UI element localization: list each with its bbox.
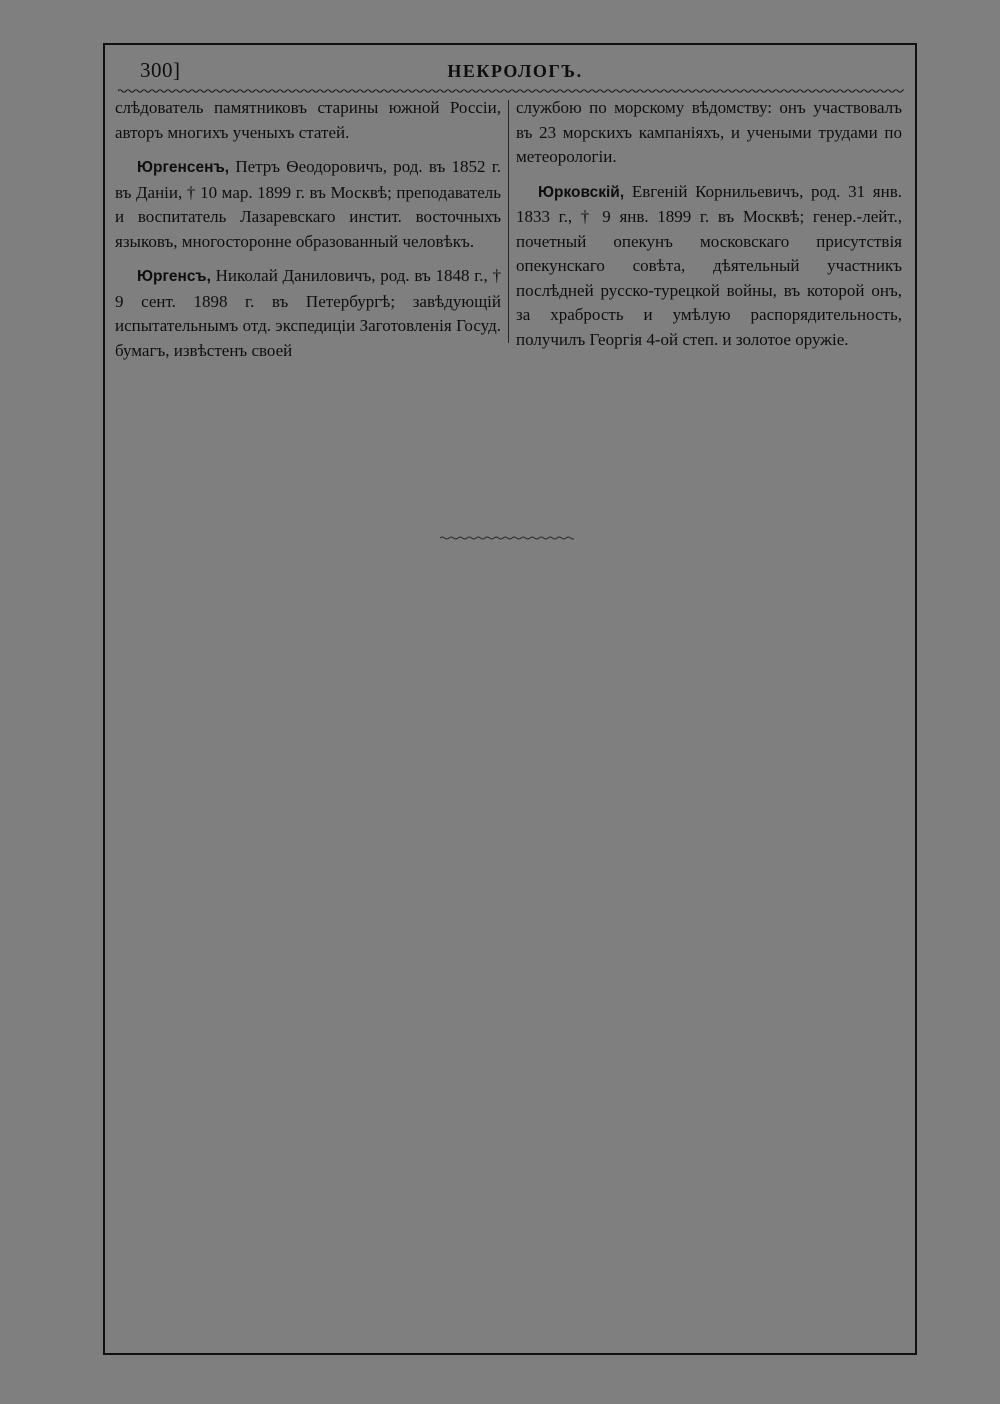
right-column — [516, 96, 902, 362]
end-ornament — [440, 533, 574, 543]
header-wavy-rule — [118, 86, 904, 96]
entry-name: Юргенсенъ, — [137, 159, 230, 176]
page-number: 300] — [140, 58, 181, 82]
entry-text: Евгеній Корнильевичъ, род. 31 янв. 1833 г., † 9 янв. 1899 г. въ Москвѣ; генер.-лейт., почетный опекунъ московскаго присутствія опекунскаго совѣта, дѣятельный участникъ послѣдней русско-турецкой войны, въ которой онъ, за храбрость и умѣлую распорядительность, получилъ Георгія 4-ой степ. и золотое оружіе. — [516, 181, 902, 349]
entry-jurgensen — [115, 155, 501, 254]
entry-jurkovsky — [516, 180, 902, 353]
column-divider — [508, 100, 509, 343]
left-column — [115, 96, 501, 373]
entry-name: Юрковскій, — [538, 183, 625, 201]
entry-text: Николай Даниловичъ, род. въ 1848 г., † 9 сент. 1898 г. въ Петербургѣ; завѣдующій испытательнымъ отд. экспедиціи Заготовленія Госуд. бумагъ, извѣстенъ своей — [115, 266, 501, 360]
right-continuation-text: службою по морскому вѣдомству: онъ участвовалъ въ 23 морскихъ кампаніяхъ, и учеными трудами по метеорологіи. — [516, 98, 902, 166]
entry-text: Петръ Ѳеодоровичъ, род. въ 1852 г. въ Даніи, † 10 мар. 1899 г. въ Москвѣ; преподаватель и воспитатель Лазаревскаго инстит. восточныхъ языковъ, многосторонне образованный человѣкъ. — [115, 157, 501, 251]
left-continuation-text: слѣдователь памятниковъ старины южной Россіи, авторъ многихъ ученыхъ статей. — [115, 98, 501, 142]
running-title: НЕКРОЛОГЪ. — [447, 61, 583, 81]
entry-jurgens — [115, 264, 501, 363]
entry-name: Юргенсъ, — [137, 268, 211, 285]
